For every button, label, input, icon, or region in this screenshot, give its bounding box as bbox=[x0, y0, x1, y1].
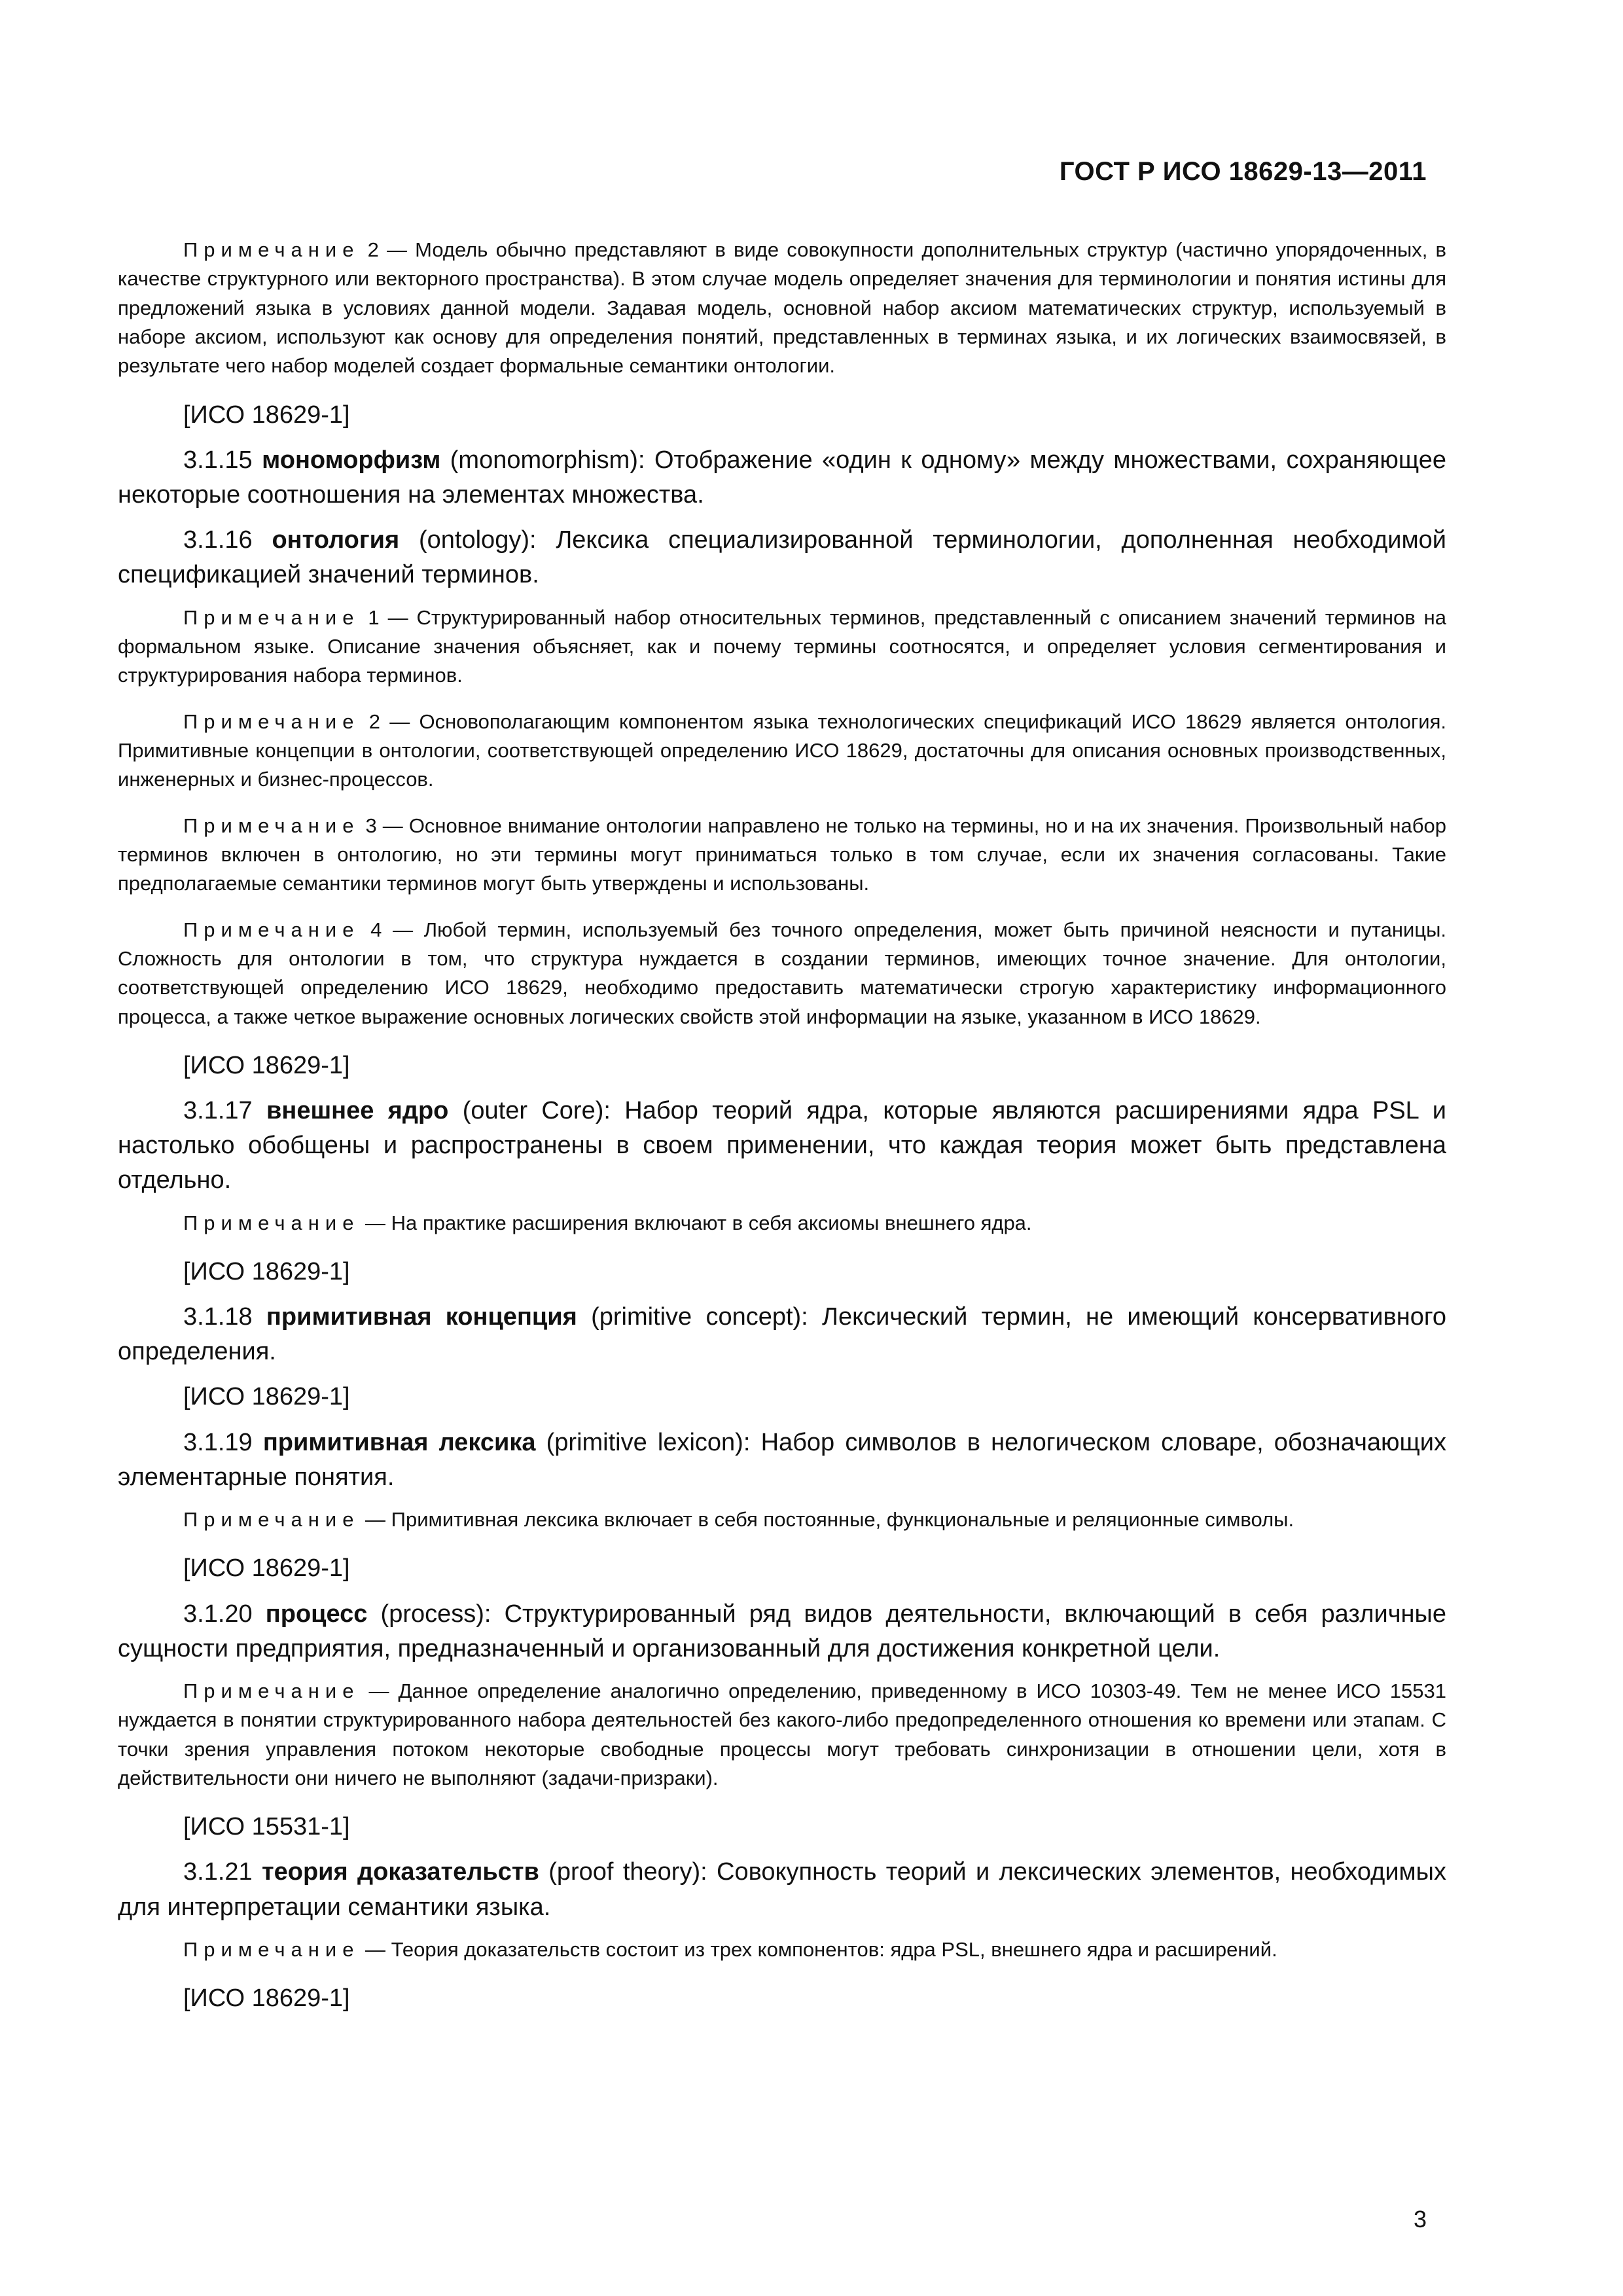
reference-citation bbox=[118, 398, 1446, 433]
note-text: Данное определение аналогично определению, приведенному в ИСО 10303-49. Тем не менее ИСО 15531 нуждается в понятии структурированного набора деятельностей без какого-либо предопределенного отношения ко времени или этапам. С точки зрения управления потоком некоторые свободные процессы могут требовать синхронизации в отношении цели, хотя в действительности они ничего не выполняют (задачи-призраки). bbox=[118, 1679, 1446, 1789]
term-definition: Набор теорий ядра, которые являются расширениями ядра PSL и настолько обобщены и распространены в своем применении, что каждая теория может быть представлена отдельно. bbox=[118, 1097, 1446, 1194]
term-definition: Структурированный ряд видов деятельности, включающий в себя различные сущности предприятия, предназначенный и организованный для достижения конкретной цели. bbox=[118, 1600, 1446, 1662]
document-body bbox=[118, 236, 1446, 2026]
note-label: Примечание bbox=[183, 918, 360, 941]
term-name: примитивная концепция bbox=[266, 1303, 577, 1331]
term-number: 3.1.19 bbox=[183, 1428, 253, 1456]
note-label: Примечание bbox=[183, 1508, 360, 1532]
note-text: Модель обычно представляют в виде совокупности дополнительных структур (частично упорядоченных, в качестве структурного или векторного пространства). В этом случае модель определяет значения для терминологии и понятия истины для предложений языка в условиях данной модели. Задавая модель, основной набор аксиом математических структур, используемый в наборе аксиом, используют как основу для определения понятий, представленных в терминах языка, и их логических взаимосвязей, в результате чего набор моделей создает формальные семантики онтологии. bbox=[118, 238, 1446, 378]
reference-text: [ИСО 18629-1] bbox=[183, 1051, 350, 1079]
term-name: внешнее ядро bbox=[266, 1097, 449, 1125]
reference-citation bbox=[118, 1049, 1446, 1083]
term-definition: Совокупность теорий и лексических элементов, необходимых для интерпретации семантики языка. bbox=[118, 1858, 1446, 1921]
term-name: примитивная лексика bbox=[262, 1428, 536, 1456]
reference-text: [ИСО 18629-1] bbox=[183, 1554, 350, 1583]
term-name: онтология bbox=[272, 526, 400, 554]
note-text: На практике расширения включают в себя аксиомы внешнего ядра. bbox=[391, 1211, 1032, 1234]
note-paragraph: Примечание — На практике расширения включают в себя аксиомы внешнего ядра. bbox=[183, 1211, 1032, 1234]
reference-text: [ИСО 18629-1] bbox=[183, 1257, 350, 1285]
note-label: Примечание bbox=[183, 1211, 360, 1234]
term-entry bbox=[118, 1426, 1446, 1495]
term-entry bbox=[118, 443, 1446, 512]
term-entry bbox=[118, 1597, 1446, 1666]
term-name: процесс bbox=[265, 1600, 368, 1628]
note-label: Примечание bbox=[183, 238, 360, 261]
note-paragraph: Примечание — Примитивная лексика включает в себя постоянные, функциональные и реляционные символы. bbox=[183, 1508, 1294, 1532]
term-number: 3.1.16 bbox=[183, 526, 253, 554]
note-text: Любой термин, используемый без точного определения, может быть причиной неясности и путаницы. Сложность для онтологии в том, что структура нуждается в создании терминов, имеющих точное значение. Для онтологии, соответствующей определению ИСО 18629, необходимо предоставить математически строгую характеристику информационного процесса, а также четкое выражение основных логических свойств этой информации на языке, указанном в ИСО 18629. bbox=[118, 918, 1446, 1028]
note-text: Основополагающим компонентом языка технологических спецификаций ИСО 18629 является онтология. Примитивные концепции в онтологии, соответствующей определению ИСО 18629, достаточны для описания основных производственных, инженерных и бизнес-процессов. bbox=[118, 709, 1446, 791]
document-header: ГОСТ Р ИСО 18629-13—2011 bbox=[1059, 157, 1427, 186]
term-definition: Отображение «один к одному» между множествами, сохраняющее некоторые соотношения на элементах множества. bbox=[118, 446, 1447, 509]
term-english: (process): bbox=[380, 1600, 491, 1628]
note-label: Примечание bbox=[183, 709, 360, 733]
term-english: (proof theory): bbox=[548, 1858, 707, 1886]
term-name: теория доказательств bbox=[262, 1858, 539, 1886]
note-paragraph: Примечание 3 — Основное внимание онтологии направлено не только на термины, но и на их значения. Произвольный набор терминов включен в онтологию, но эти термины могут приниматься только в том случае, если их значения согласованы. Такие предполагаемые семантики терминов могут быть утверждены и использованы. bbox=[118, 814, 1446, 895]
term-number: 3.1.20 bbox=[183, 1600, 253, 1628]
term-name: мономорфизм bbox=[262, 446, 441, 474]
term-number: 3.1.18 bbox=[183, 1303, 253, 1331]
reference-text: [ИСО 18629-1] bbox=[183, 1383, 350, 1411]
reference-citation bbox=[118, 1255, 1446, 1289]
reference-citation bbox=[118, 1380, 1446, 1414]
term-number: 3.1.17 bbox=[183, 1097, 253, 1125]
note-paragraph: Примечание 4 — Любой термин, используемый без точного определения, может быть причиной неясности и путаницы. Сложность для онтологии в том, что структура нуждается в создании терминов, имеющих точное значение. Для онтологии, соответствующей определению ИСО 18629, необходимо предоставить математически строгую характеристику информационного процесса, а также четкое выражение основных логических свойств этой информации на языке, указанном в ИСО 18629. bbox=[118, 918, 1446, 1028]
term-definition: Лексика специализированной терминологии, дополненная необходимой спецификацией значений терминов. bbox=[118, 526, 1446, 589]
reference-citation bbox=[118, 1981, 1446, 2016]
term-entry bbox=[118, 1094, 1446, 1198]
note-number: 1 bbox=[368, 605, 380, 629]
reference-citation bbox=[118, 1810, 1446, 1844]
term-entry bbox=[118, 523, 1446, 592]
note-paragraph: Примечание — Данное определение аналогично определению, приведенному в ИСО 10303-49. Тем не менее ИСО 15531 нуждается в понятии структурированного набора деятельностей без какого-либо предопределенного отношения ко времени или этапам. С точки зрения управления потоком некоторые свободные процессы могут требовать синхронизации в отношении цели, хотя в действительности они ничего не выполняют (задачи-призраки). bbox=[118, 1679, 1446, 1789]
note-text: Теория доказательств состоит из трех компонентов: ядра PSL, внешнего ядра и расширений. bbox=[391, 1937, 1277, 1961]
term-entry bbox=[118, 1300, 1446, 1369]
note-paragraph: Примечание — Теория доказательств состоит из трех компонентов: ядра PSL, внешнего ядра и расширений. bbox=[183, 1937, 1277, 1961]
page-number: 3 bbox=[1413, 2206, 1427, 2233]
note-paragraph: Примечание 2 — Модель обычно представляют в виде совокупности дополнительных структур (частично упорядоченных, в качестве структурного или векторного пространства). В этом случае модель определяет значения для терминологии и понятия истины для предложений языка в условиях данной модели. Задавая модель, основной набор аксиом математических структур, используемый в наборе аксиом, используют как основу для определения понятий, представленных в терминах языка, и их логических взаимосвязей, в результате чего набор моделей создает формальные семантики онтологии. bbox=[118, 238, 1446, 378]
term-english: (primitive lexicon): bbox=[546, 1428, 751, 1456]
term-english: (outer Core): bbox=[462, 1097, 611, 1125]
note-paragraph: Примечание 1 — Структурированный набор относительных терминов, представленный с описанием значений терминов на формальном языке. Описание значения объясняет, как и почему термины соотносятся, и определяет условия сегментирования и структурирования набора терминов. bbox=[118, 605, 1446, 687]
reference-text: [ИСО 15531-1] bbox=[183, 1813, 350, 1841]
term-definition: Набор символов в нелогическом словаре, обозначающих элементарные понятия. bbox=[118, 1428, 1447, 1491]
note-text: Основное внимание онтологии направлено не только на термины, но и на их значения. Произвольный набор терминов включен в онтологию, но эти термины могут приниматься только в том случае, если их значения согласованы. Такие предполагаемые семантики терминов могут быть утверждены и использованы. bbox=[118, 814, 1446, 895]
reference-citation bbox=[118, 1551, 1446, 1586]
note-label: Примечание bbox=[183, 605, 360, 629]
term-entry bbox=[118, 1855, 1446, 1924]
note-number: 2 bbox=[368, 709, 380, 733]
note-text: Структурированный набор относительных терминов, представленный с описанием значений терминов на формальном языке. Описание значения объясняет, как и почему термины соотносятся, и определяет условия сегментирования и структурирования набора терминов. bbox=[118, 605, 1446, 687]
term-english: (ontology): bbox=[419, 526, 537, 554]
note-number: 4 bbox=[370, 918, 382, 941]
note-text: Примитивная лексика включает в себя постоянные, функциональные и реляционные символы. bbox=[391, 1508, 1294, 1532]
reference-text: [ИСО 18629-1] bbox=[183, 401, 350, 429]
term-english: (primitive concept): bbox=[591, 1303, 808, 1331]
note-number: 3 bbox=[365, 814, 377, 837]
term-english: (monomorphism): bbox=[450, 446, 645, 474]
note-label: Примечание bbox=[183, 1937, 360, 1961]
term-number: 3.1.15 bbox=[183, 446, 253, 474]
note-number: 2 bbox=[367, 238, 379, 261]
note-paragraph: Примечание 2 — Основополагающим компонентом языка технологических спецификаций ИСО 18629 является онтология. Примитивные концепции в онтологии, соответствующей определению ИСО 18629, достаточны для описания основных производственных, инженерных и бизнес-процессов. bbox=[118, 709, 1446, 791]
term-definition: Лексический термин, не имеющий консервативного определения. bbox=[118, 1303, 1446, 1366]
reference-text: [ИСО 18629-1] bbox=[183, 1984, 350, 2013]
term-number: 3.1.21 bbox=[183, 1858, 253, 1886]
note-label: Примечание bbox=[183, 814, 360, 837]
note-label: Примечание bbox=[183, 1679, 360, 1702]
